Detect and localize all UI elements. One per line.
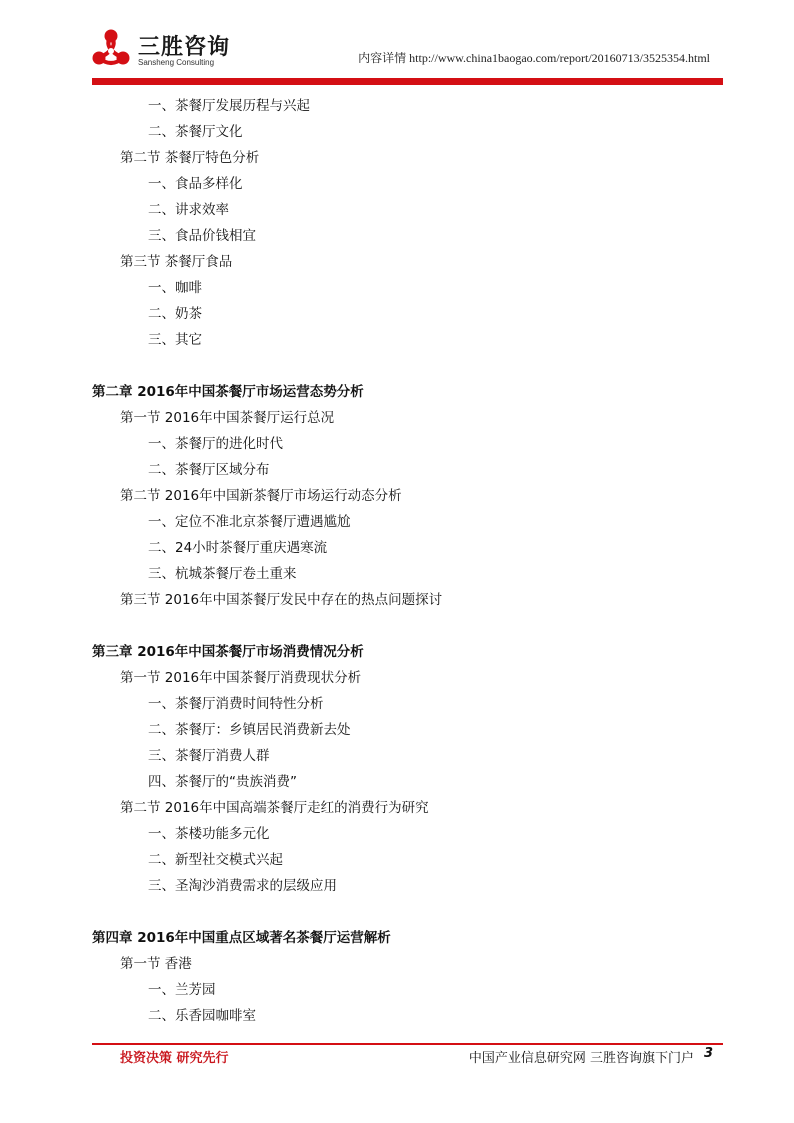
toc-item: 二、乐香园咖啡室 — [148, 1008, 256, 1024]
toc-item: 二、24小时茶餐厅重庆遇寒流 — [148, 540, 328, 556]
toc-section: 第三节 茶餐厅食品 — [120, 254, 233, 270]
toc-chapter: 第二章 2016年中国茶餐厅市场运营态势分析 — [92, 384, 364, 400]
header-url-label: 内容详情 — [358, 51, 407, 65]
header-url-link[interactable]: http://www.china1baogao.com/report/20160713/3525354.html — [409, 51, 710, 65]
toc-item: 三、圣淘沙消费需求的层级应用 — [148, 878, 337, 894]
toc-item: 一、茶楼功能多元化 — [148, 826, 270, 842]
toc-item: 一、茶餐厅消费时间特性分析 — [148, 696, 324, 712]
toc-section: 第三节 2016年中国茶餐厅发民中存在的热点问题探讨 — [120, 592, 443, 608]
toc-item: 一、茶餐厅的进化时代 — [148, 436, 283, 452]
toc-chapter: 第三章 2016年中国茶餐厅市场消费情况分析 — [92, 644, 364, 660]
header-url — [358, 49, 710, 66]
toc-section: 第二节 2016年中国新茶餐厅市场运行动态分析 — [120, 488, 402, 504]
toc-item: 一、茶餐厅发展历程与兴起 — [148, 98, 310, 114]
toc-item: 一、定位不准北京茶餐厅遭遇尴尬 — [148, 514, 351, 530]
footer-divider — [92, 1043, 723, 1045]
toc-item: 一、咖啡 — [148, 280, 202, 296]
toc-chapter: 第四章 2016年中国重点区域著名茶餐厅运营解析 — [92, 930, 391, 946]
toc-item: 三、杭城茶餐厅卷土重来 — [148, 566, 297, 582]
logo-text-en: Sansheng Consulting — [138, 58, 215, 67]
page-number: 3 — [704, 1046, 714, 1061]
header-divider — [92, 78, 723, 85]
toc-section: 第一节 2016年中国茶餐厅运行总况 — [120, 410, 335, 426]
toc-item: 二、茶餐厅文化 — [148, 124, 243, 140]
toc-item: 二、讲求效率 — [148, 202, 229, 218]
toc-item: 三、食品价钱相宜 — [148, 228, 256, 244]
company-logo — [90, 28, 240, 72]
toc-item: 二、新型社交模式兴起 — [148, 852, 283, 868]
toc-section: 第二节 茶餐厅特色分析 — [120, 150, 260, 166]
toc-item: 三、茶餐厅消费人群 — [148, 748, 270, 764]
toc-item: 二、茶餐厅区域分布 — [148, 462, 270, 478]
toc-item: 一、食品多样化 — [148, 176, 243, 192]
toc-item: 三、其它 — [148, 332, 202, 348]
logo-mark-icon — [90, 28, 132, 70]
toc-item: 四、茶餐厅的“贵族消费” — [148, 774, 297, 790]
toc-item: 二、茶餐厅：乡镇居民消费新去处 — [148, 722, 351, 738]
toc-section: 第一节 2016年中国茶餐厅消费现状分析 — [120, 670, 362, 686]
footer-site: 中国产业信息研究网 三胜咨询旗下门户 — [468, 1051, 694, 1066]
toc-section: 第二节 2016年中国高端茶餐厅走红的消费行为研究 — [120, 800, 429, 816]
toc-section: 第一节 香港 — [120, 956, 192, 972]
logo-text-cn: 三胜咨询 — [138, 35, 231, 60]
footer-slogan: 投资决策 研究先行 — [120, 1051, 229, 1066]
toc-item: 一、兰芳园 — [148, 982, 216, 998]
toc-item: 二、奶茶 — [148, 306, 202, 322]
